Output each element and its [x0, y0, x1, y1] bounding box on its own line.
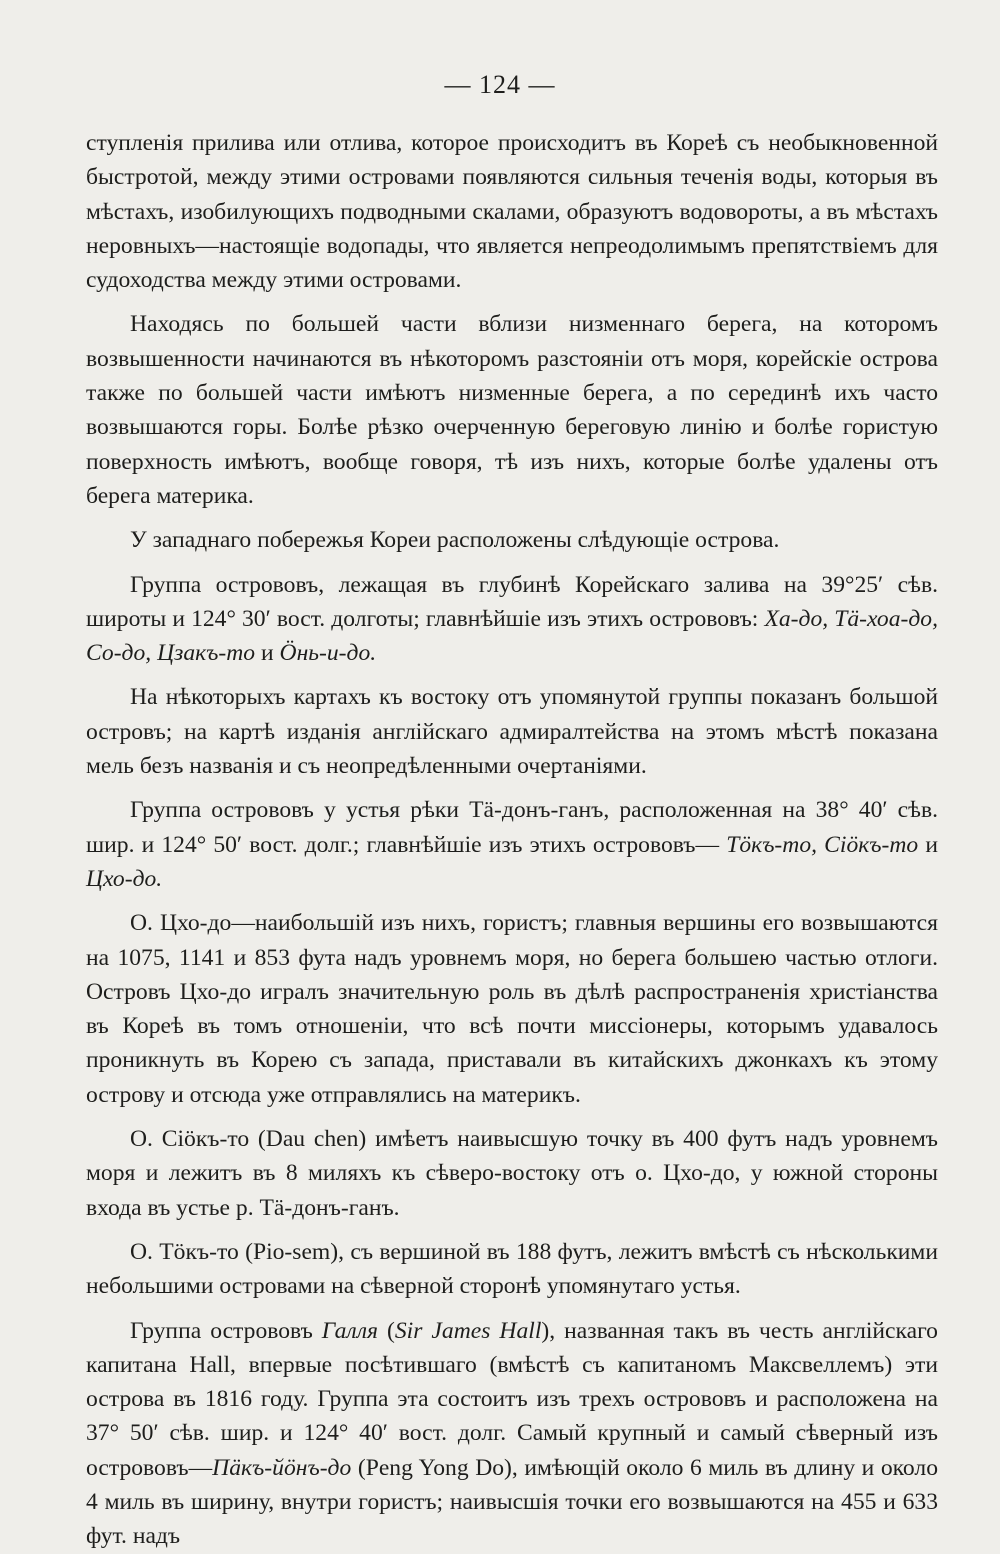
- paragraph: [86, 568, 938, 671]
- text-span: Группа острововъ у устья рѣки Тӓ-донъ-ганъ, расположенная на 38° 40′ сѣв. шир. и 124° 50′ вост. долг.; главнѣйшіе изъ этихъ острововъ—: [86, 797, 938, 858]
- text-span: ступленія прилива или отлива, которое происходитъ въ Кореѣ съ необыкновенной быстротой, между этими островами появляются сильныя теченія воды, которыя въ мѣстахъ, изобилующихъ подводными скалами, образуютъ водовороты, а въ мѣстахъ неровныхъ—настоящіе водопады, что является непреодолимымъ препятствіемъ для судоходства между этими островами.: [86, 130, 938, 294]
- paragraph: [86, 1314, 938, 1554]
- italic-text: Галля: [321, 1317, 378, 1344]
- paragraph: [86, 1235, 938, 1304]
- text-span: и: [255, 640, 280, 667]
- text-span: О. Сіöкъ-то (Dau chen) имѣетъ наивысшую точку въ 400 футъ надъ уровнемъ моря и лежитъ въ 8 миляхъ къ сѣверо-востоку отъ о. Цхо-до, у южной стороны входа въ устье р. Тӓ-донъ-ганъ.: [86, 1126, 938, 1221]
- paragraph: [86, 1122, 938, 1225]
- paragraph: [86, 307, 938, 513]
- italic-text: Пӓкъ-йöнъ-до: [212, 1454, 352, 1481]
- text-span: Находясь по большей части вблизи низменнаго берега, на которомъ возвышенности начинаются въ нѣкоторомъ разстояніи отъ моря, корейскіе острова также по большей части имѣютъ низменные берега, а по серединѣ ихъ часто возвышаются горы. Болѣе рѣзко очерченную береговую линію и болѣе гористую поверхность имѣютъ, вообще говоря, тѣ изъ нихъ, которые болѣе удалены отъ берега материка.: [86, 311, 938, 509]
- text-span: Группа острововъ, лежащая въ глубинѣ Корейскаго залива на 39°25′ сѣв. широты и 124° 30′ вост. долготы; главнѣйшіе изъ этихъ острововъ:: [86, 571, 938, 632]
- text-span: и: [918, 831, 938, 858]
- body-text: [86, 126, 938, 1554]
- text-span: ), названная такъ въ честь англійскаго капитана Hall, впервые посѣтившаго (вмѣстѣ съ капитаномъ Максвеллемъ) эти острова въ 1816 году. Группа эта состоитъ изъ трехъ острововъ и расположена на 37° 50′ сѣв. шир. и 124° 40′ вост. долг. Самый крупный и самый сѣверный изъ острововъ—: [86, 1317, 938, 1481]
- italic-text: Цхо-до.: [86, 865, 163, 892]
- italic-text: Sir James Hall: [394, 1317, 542, 1344]
- text-span: На нѣкоторыхъ картахъ къ востоку отъ упомянутой группы показанъ большой островъ; на картѣ изданія англійскаго адмиралтейства на этомъ мѣстѣ показана мель безъ названія и съ неопредѣленными очертаніями.: [86, 684, 938, 780]
- paragraph: [86, 126, 938, 297]
- text-span: О. Тöкъ-то (Pio-sem), съ вершиной въ 188 футъ, лежитъ вмѣстѣ съ нѣсколькими небольшими островами на сѣверной сторонѣ упомянутаго устья.: [86, 1238, 938, 1300]
- text-span: (: [377, 1317, 395, 1344]
- text-span: Группа острововъ: [130, 1317, 322, 1344]
- text-span: У западнаго побережья Кореи расположены слѣдующіе острова.: [130, 527, 780, 554]
- italic-text: Тöкъ-то, Сіöкъ-то: [726, 831, 919, 858]
- italic-text: Ха-до, Тӓ-хоа-до, Со-до, Цзакъ-то: [86, 605, 938, 667]
- paragraph: [86, 680, 938, 783]
- text-span: (Peng Yong Do), имѣющій около 6 миль въ длину и около 4 миль въ ширину, внутри гористъ; наивысшія точки его возвышаются на 455 и 633 фут. надъ: [86, 1454, 938, 1550]
- paragraph: [86, 793, 938, 896]
- italic-text: Öнь-и-до.: [279, 640, 377, 667]
- text-span: О. Цхо-до—наибольшій изъ нихъ, гористъ; главныя вершины его возвышаются на 1075, 1141 и 853 фута надъ уровнемъ моря, но берега большею частью отлоги. Островъ Цхо-до игралъ значительную роль въ дѣлѣ распространенія христіанства въ Кореѣ въ томъ отношеніи, что всѣ почти миссіонеры, которымъ удавалось проникнуть въ Корею съ запада, приставали въ китайскихъ джонкахъ къ этому острову и отсюда уже отправлялись на материкъ.: [86, 910, 938, 1108]
- paragraph: [86, 906, 938, 1112]
- paragraph: [86, 523, 938, 557]
- page-number: — 124 —: [444, 70, 556, 99]
